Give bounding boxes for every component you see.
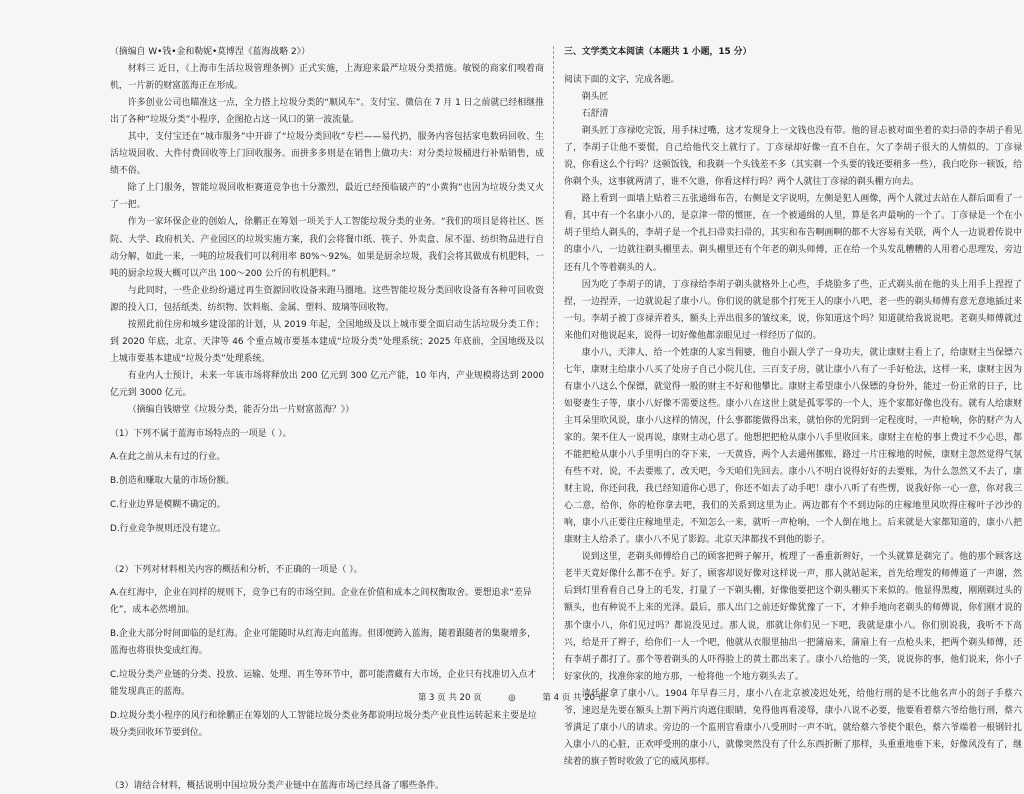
left-page — [110, 44, 544, 794]
body-paragraph: 许多创业公司也瞄准这一点，全力搭上垃圾分类的“顺风车”。支付宝、微信在 7 月 1 日之前就已经相继推出了各种“垃圾分类”小程序，企图抢占这一风口的第一波流量。 — [110, 98, 544, 126]
body-paragraph: 按照此前住房和城乡建设部的计划，从 2019 年起，全国地级及以上城市要全面启动生活垃圾分类工作；到 2020 年底，北京、天津等 46 个重点城市要基本建成“垃圾分类”处理系统；2025 年底前，全国地级及以上城市要基本建成“垃圾分类”处理系统。 — [110, 319, 544, 364]
question-2-option-a: A.在红海中，企业在同样的规则下，竞争已有的市场空间。企业在价值和成本之间权衡取舍。要想追求“差异化”，成本必然增加。 — [110, 588, 532, 616]
material-three-para: 材料三 近日，《上海市生活垃圾管理条例》正式实施，上海迎来最严垃圾分类措施。敏锐的商家们嗅着商机，一片新的财富蓝海正在形成。 — [110, 64, 544, 92]
question-2-option-b: B.企业大部分时间面临的是红海。企业可能随时从红海走向蓝海。但即便跨入蓝海，随着跟随者的集聚增多，蓝海也将很快变成红海。 — [110, 629, 537, 657]
right-page — [564, 44, 1022, 771]
question-3-stem: （3）请结合材料，概括说明中国垃圾分类产业链中在蓝海市场已经具备了哪些条件。 — [110, 781, 445, 792]
story-paragraph: 康小八，天津人，给一个姓康的人家当佣婆，他自小跟人学了一身功夫，就让康财主看上了，给康财主当保镖六七年，康财主给康小八买了处房子自己小院儿住，三百支子房，就让康小八有了一手好枪法，这样一来，康财主因为有康小八这么个保镖，就觉得一般的财主不好和他攀比。康财主希望康小八保镖的身份外，能过一份正常的日子，比如娶妻生子等，康小八好像不需要这些。康小八在这世上就是孤零零的一个人，连个家都好像也没有。就有人给康财主耳朵里吹风说，康小八这样的情况，什么事都能做得出来，就怕你的光阴到一定程度时，一声枪响，你的财产为人家的。架不住人一说再说，康财主动心思了。他想把把枪从康小八手里收回来。康财主在枪的事上费过不少心思，都不能把枪从康小八手里明白的夺下来，一天黄昏，两个人去通州挪账，路过一片庄稼地的时候，康财主忽然觉得气氛有些不对，说，不去要账了，改天吧，今天咱们先回去。康小八不明白说得好好的去要账，为什么忽然又不去了，康财主说，你还问我，我已经知道你心思了，你还不如去了动手吧！康小八听了有些愣，说我好你一心一意，你对我三心二意，给你，你的枪你拿去吧，我们的关系到这里为止。两边都有个不到边际的庄稼地里风吹得庄稼叶子沙沙的响，康小八正要往庄稼地里走，不知怎么一来，就听一声枪响，一个人倒在地上。后来就是大家都知道的，康小八把康财主人给杀了。康小八不见了影踪。北京天津都找不到他的影子。 — [564, 347, 1022, 546]
body-paragraph: 除了上门服务，智能垃圾回收柜赛道竞争也十分激烈，最近已经预临破产的“小黄狗”也因为垃圾分类又火了一把。 — [110, 183, 544, 211]
source-citation: （摘编自 W•钱•金和勒妮•莫博涅《蓝海战略 2》） — [110, 47, 310, 57]
story-paragraph: 清廷捉拿了康小八。1904 年早春三月，康小八在北京被凌迟处死，给他行刑的是不比他名声小的刽子手蔡六爷，速迟是先要在额头上割下两片肉遮住眼睛，免得他再看凌辱，康小八说不必要，他要看着蔡六爷给他行刑，蔡六爷满足了康小八的请求。旁边的一个监刑官看康小八受刑时一声不吭，就给蔡六爷使个眼色，蔡六爷端着一根钢针扎入康小八的心脏，正欢呼受刑的康小八，就像突然没有了什么东西折断了那样，头重重地垂下来，好像风没有了，继续着的旗子暂时收敛了它的威风那样。 — [564, 688, 1022, 767]
question-2-option-d: D.垃圾分类小程序的风行和徐鹏正在筹划的人工智能垃圾分类业务都说明垃圾分类产业良性运转起来主要是垃圾分类回收环节要到位。 — [110, 711, 537, 739]
story-paragraph: 说到这里，老剃头师傅给自己的顾客把辫子解开，梳理了一番重新辫好，一个头就算是剃完了。他的那个顾客这老半天竟好像什么都不在乎。好了，顾客却说好像对这样说一声，那人就站起来，首先给理发的师傅道了一声谢，然后到灯里看看自己身上的毛发，打量了一下剃头棚，好像他要把这个剃头棚买下来似的。他显得黑瘦，刚刚剃过头的额头，也有种说不上来的光泽。最后，那人出门之前还好像犹豫了一下，才伸手地向老剃头的师傅说，你们刚才说的那个康小八，你们见过吗？都说没见过。那人说，那就让你们见一下吧，我就是康小八。你们别说我，我听不下高兴，给是开了辫子，给你们一人一个吧，他就从衣服里抽出一把蒲扇来，蒲扇上有一点枪头来，把两个剃头师傅，还有李胡子都打了。那个等着剃头的人吓得脸上的黄土都出来了。康小八给他的一笑，说说你的事，他们说来，你小子好家伙的，找准你家的地方那，一枪将他一个地方剃头去了。 — [564, 552, 1022, 682]
body-paragraph: 其中，支付宝还在“城市服务”中开辟了“垃圾分类回收”专栏——易代扔，服务内容包括家电数码回收、生活垃圾回收、大件付费回收等上门回收服务。而拼多多则是在销售上做功夫：对分类垃圾桶进行补贴销售，成绩不俗。 — [110, 132, 544, 177]
story-title: 剃头匠 — [581, 92, 609, 103]
question-2-stem: （2）下列对材料相关内容的概括和分析，不正确的一项是（ ）。 — [110, 565, 363, 576]
page-number-right: 第 4 页 共 20 页 — [542, 693, 607, 703]
question-1-option-b: B.创造和赚取大量的市场份额。 — [110, 476, 235, 487]
section-title: 三、文学类文本阅读（本题共 1 小题，15 分） — [564, 47, 752, 57]
page-footer — [0, 691, 1024, 703]
source-citation: （摘编自钱塘堂《垃圾分类，能否分出一片财富蓝海？》） — [127, 404, 355, 415]
body-paragraph: 有业内人士预计，未来一年该市场将释放出 200 亿元到 300 亿元产能，10 年内，产业规模将达到 2000 亿元到 3000 亿元。 — [110, 370, 544, 398]
instructions: 阅读下面的文字，完成各题。 — [564, 75, 680, 85]
question-1-stem: （1）下列不属于蓝海市场特点的一项是（ ）。 — [110, 429, 292, 440]
question-1-option-a: A.在此之前从未有过的行业。 — [110, 452, 226, 463]
page-divider — [553, 46, 554, 680]
story-paragraph: 剃头匠丁彦禄吃完饭，用手抹过嘴，这才发现身上一文钱也没有带。他的冒忐被对面坐着的卖扫帚的李胡子看见了，李胡子让他不要慌，自己给他代交上就行了。丁彦禄却好像一直不自在，欠了李胡子很大的人情似的。丁彦禄说，你看这么个行吗？这顿饭钱，和我剃一个头钱差不多（其实剃一个头要的钱还要稍多一些），我白吃你一顿饭，给你剃个头，这事就两清了，谁不欠谁，你看这样行吗？两个人就往丁彦禄的剃头棚方向去。 — [564, 126, 1022, 188]
question-1-option-c: C.行业边界是模糊不确定的。 — [110, 500, 226, 511]
body-paragraph: 作为一家环保企业的创始人，徐鹏正在筹划一项关于人工智能垃圾分类的业务。“我们的项目是将社区、医院、大学、政府机关、产业园区的垃圾实施方案，我们会将餐巾纸、筷子、外卖盒、尿不湿、纺织物品进行自动分解，如此一来，一吨的垃圾我们可以利用率 80%～92%。如果是厨余垃圾，我们会将其做成有机肥料，一吨的厨余垃圾大概可以产出 100～200 公斤的有机肥料。” — [110, 217, 544, 279]
page-number-left: 第 3 页 共 20 页 — [417, 693, 482, 703]
binding-mark: ◎ — [508, 693, 516, 703]
story-author: 石舒清 — [581, 109, 609, 120]
question-2-option-c: C.垃圾分类产业链的分类、投放、运输、处理、再生等环节中，都可能潜藏有大市场，企业只有找准切入点才能发现真正的蓝海。 — [110, 670, 537, 698]
story-paragraph: 路上看到一面墙上贴着三五张通缉布告，右侧是文字说明，左侧是犯人画像，两个人就过去站在人群后面看了一看，其中有一个名康小八的，是京津一带的惯匪，在一个被通缉的人里，算是名声最响的一个了。丁彦禄是一个在小胡子里给人剃头的，李胡子是一个扎扫帚卖扫帚的，其实和布告啊画啊的都不大容易有关联，两个人一边说着传说中的康小八，一边就往剃头棚里去。剃头棚里还有个年老的剃头师傅，正在给一个头发乱糟糟的人用着心思理发，旁边还有几个等着剃头的人。 — [564, 194, 1022, 273]
question-1-option-d: D.行业竞争规则还没有建立。 — [110, 524, 227, 535]
body-paragraph: 与此同时，一些企业纷纷通过再生资源回收设备来跑马圈地。这些智能垃圾分类回收设备有各种可回收资源的投入口，包括纸类、纺织物、饮料瓶、金属、塑料、玻璃等回收物。 — [110, 285, 544, 313]
story-paragraph: 因为吃了李胡子的请，丁彦禄给李胡子剃头就格外上心些，手烧脸多了些，正式剃头前在他的头上用手上捏捏了捏，一边捏弄，一边就说起了康小八。你们说的就是那个打死王人的康小八吧，老一些的剃头师傅有意无意地插过来一句。李胡子被丁彦禄弄着头，额头上弄出很多的皱纹来，说，你知道这个吗？知道就给我说说吧。老剃头师傅就过来他们对他说起来，说得一切好像他都亲眼见过一样经历了似的。 — [564, 279, 1022, 341]
